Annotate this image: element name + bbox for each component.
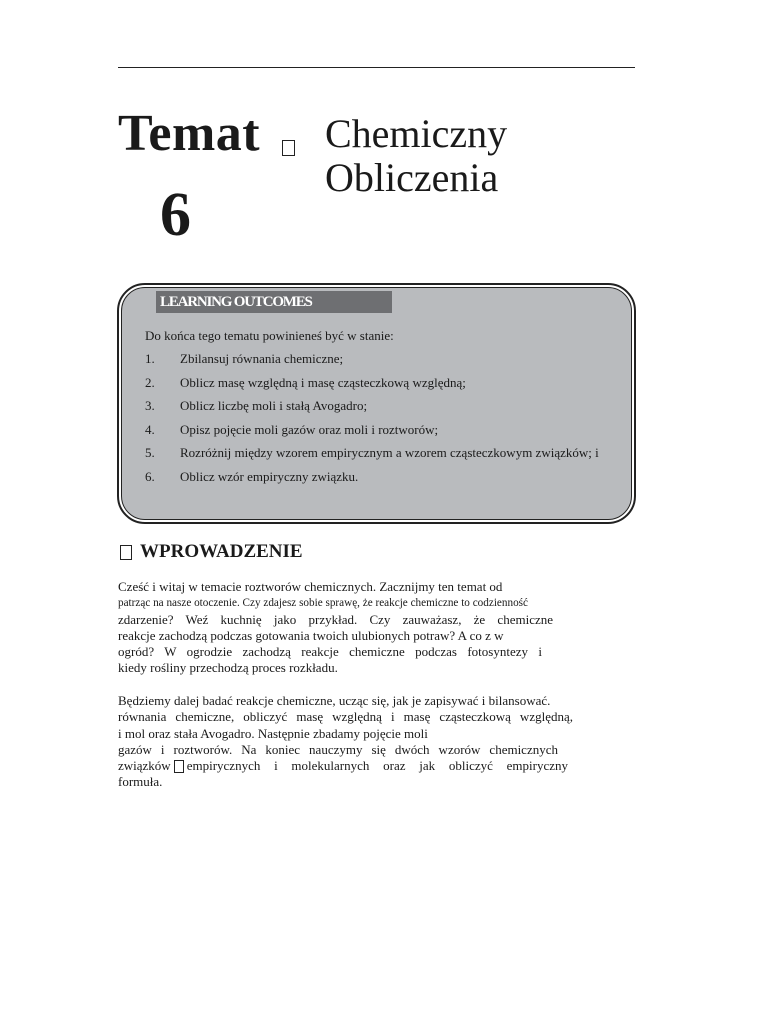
- paragraph-line: równania chemiczne, obliczyć masę względną i masę cząsteczkową względną,: [118, 709, 573, 725]
- list-item: [145, 422, 605, 438]
- paragraph-line: Cześć i witaj w temacie roztworów chemicznych. Zacznijmy ten temat od: [118, 579, 503, 594]
- bullet-box-icon: [120, 545, 132, 560]
- paragraph-line: Będziemy dalej badać reakcje chemiczne, ucząc się, jak je zapisywać i bilansować.: [118, 693, 551, 708]
- list-item: [145, 375, 605, 391]
- paragraph-line: ogród? W ogrodzie zachodzą reakcje chemiczne podczas fotosyntezy i: [118, 644, 542, 660]
- paragraph-line: i mol oraz stała Avogadro. Następnie zbadamy pojęcie moli: [118, 725, 428, 741]
- paragraph-line: kiedy rośliny przechodzą proces rozkładu.: [118, 660, 338, 676]
- section-heading-introduction: [120, 541, 303, 563]
- list-item: [145, 351, 605, 367]
- inline-box-icon: [174, 760, 184, 773]
- intro-paragraph-1: [118, 579, 570, 677]
- paragraph-line-end: empirycznych i molekularnych oraz jak obliczyć empiryczny: [186, 758, 568, 774]
- list-item-text: Oblicz liczbę moli i stałą Avogadro;: [180, 398, 368, 413]
- list-item-text: Rozróżnij między wzorem empirycznym a wzorem cząsteczkowym związków; i: [180, 445, 599, 460]
- list-item-number: 6.: [145, 468, 155, 484]
- paragraph-line: gazów i roztworów. Na koniec nauczymy się dwóch wzorów chemicznych: [118, 741, 558, 757]
- paragraph-line: formuła.: [118, 774, 163, 790]
- intro-paragraph-2: [118, 693, 573, 791]
- list-item-text: Oblicz wzór empiryczny związku.: [180, 468, 359, 484]
- paragraph-line: zdarzenie? Weź kuchnię jako przykład. Czy zauważasz, że chemiczne: [118, 611, 553, 627]
- paragraph-line: reakcje zachodzą podczas gotowania twoich ulubionych potraw? A co z w: [118, 627, 504, 643]
- section-heading-text: WPROWADZENIE: [140, 541, 303, 562]
- learning-outcomes-panel: [121, 287, 632, 520]
- learning-outcomes-box: [117, 283, 636, 524]
- topic-title: [325, 112, 507, 200]
- list-item: [145, 469, 605, 485]
- topic-title-line2: Obliczenia: [325, 155, 499, 200]
- list-item: [145, 445, 605, 461]
- topic-title-line1: Chemiczny: [325, 111, 508, 156]
- list-item-number: 4.: [145, 421, 155, 437]
- topic-word: Temat: [118, 105, 261, 162]
- list-item-number: 5.: [145, 445, 155, 460]
- list-item-number: 3.: [145, 398, 155, 413]
- paragraph-line-start: związków: [118, 758, 171, 774]
- learning-outcomes-list: [145, 351, 605, 492]
- list-item: [145, 398, 605, 414]
- paragraph-line: [118, 758, 568, 774]
- learning-outcomes-header: LEARNING OUTCOMES: [156, 291, 392, 313]
- list-item-text: Opisz pojęcie moli gazów oraz moli i roztworów;: [180, 421, 439, 437]
- list-item-number: 2.: [145, 374, 155, 390]
- top-rule: [118, 67, 635, 68]
- list-item-number: 1.: [145, 351, 155, 366]
- list-item-text: Zbilansuj równania chemiczne;: [180, 351, 344, 366]
- list-item-text: Oblicz masę względną i masę cząsteczkową względną;: [180, 374, 466, 390]
- paragraph-line: patrząc na nasze otoczenie. Czy zdajesz sobie sprawę, że reakcje chemiczne to codzienność: [118, 597, 528, 610]
- separator-box-icon: [282, 140, 295, 156]
- learning-outcomes-intro: Do końca tego tematu powinieneś być w stanie:: [145, 328, 394, 343]
- topic-number: 6: [160, 181, 191, 249]
